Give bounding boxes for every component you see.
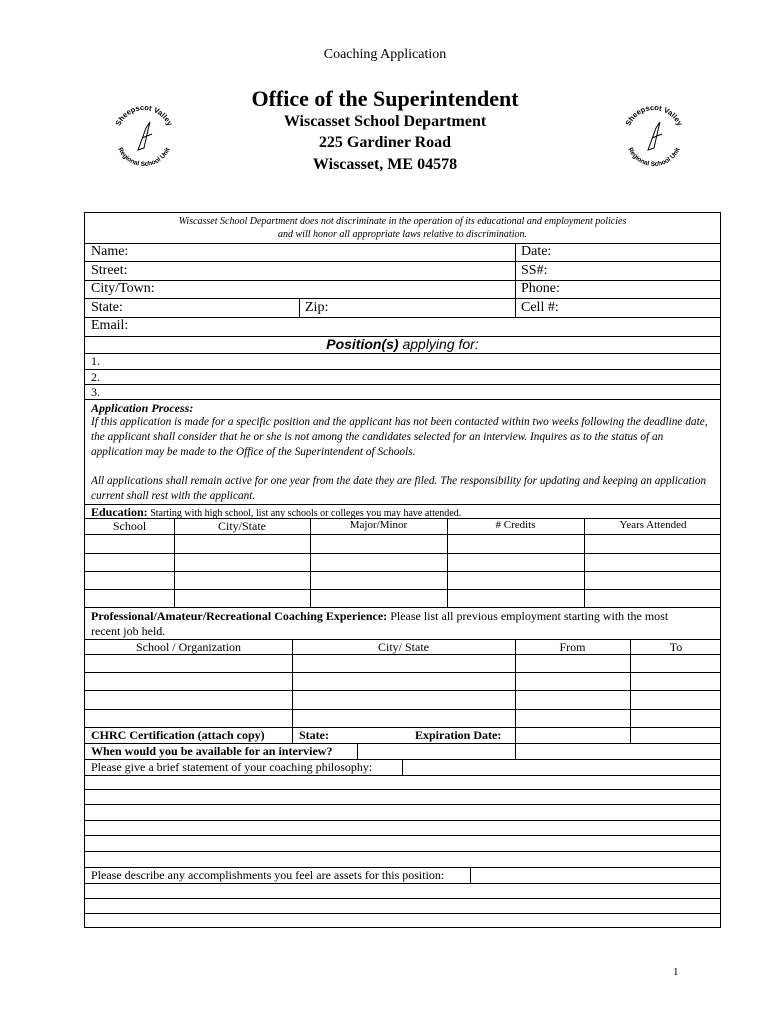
education-row[interactable]	[85, 534, 720, 535]
position-line-1[interactable]: 1.	[91, 354, 100, 368]
city-address: Wiscasset, ME 04578	[312, 156, 458, 173]
svg-text:Regional School Unit: Regional School Unit	[116, 146, 172, 169]
svg-text:Sheepscot Valley: Sheepscot Valley	[113, 102, 175, 128]
accomplishments-line[interactable]	[85, 898, 720, 899]
philosophy-prompt: Please give a brief statement of your coaching philosophy:	[91, 760, 373, 774]
street-address: 225 Gardiner Road	[318, 134, 452, 151]
chrc-certification-label: CHRC Certification (attach copy)	[91, 728, 265, 742]
left-district-seal-icon	[108, 100, 180, 172]
education-label: Education:	[91, 505, 148, 519]
education-col-city-state: City/State	[218, 519, 266, 533]
application-process-paragraph-2: All applications shall remain active for one year from the date they are filed. The responsibility for updating and keeping an application current shall rest with the applicant.	[91, 475, 707, 502]
positions-heading	[85, 336, 720, 352]
application-form	[84, 212, 721, 928]
page-number: 1	[673, 966, 679, 978]
street-field[interactable]: Street:	[91, 263, 128, 278]
ssn-field[interactable]: SS#:	[521, 263, 548, 278]
education-row[interactable]	[85, 553, 720, 554]
cell-field[interactable]: Cell #:	[521, 300, 559, 315]
application-process-paragraph-1: If this application is made for a specific position and the applicant has not been contacted within two weeks following the deadline date, the applicant shall consider that he or she is not among the candidates selected for an interview. Inquires as to the status of an application may be made to the Office of the Superintendent of Schools.	[91, 416, 708, 458]
education-col-school: School	[112, 519, 147, 533]
education-row[interactable]	[85, 589, 720, 590]
experience-row[interactable]	[85, 672, 720, 673]
page-title: Office of the Superintendent	[251, 86, 519, 111]
experience-row[interactable]	[85, 654, 720, 655]
nondiscrimination-notice-line1: Wiscasset School Department does not discriminate in the operation of its educational and employment policies	[178, 216, 627, 227]
accomplishments-prompt: Please describe any accomplishments you feel are assets for this position:	[91, 868, 445, 882]
philosophy-line[interactable]	[85, 789, 720, 790]
expiration-date-field[interactable]: Expiration Date:	[415, 728, 502, 742]
philosophy-line[interactable]	[85, 835, 720, 836]
experience-row[interactable]	[85, 709, 720, 710]
interview-availability-question: When would you be available for an interview?	[91, 744, 333, 758]
document-label: Coaching Application	[323, 47, 447, 62]
position-line-3[interactable]: 3.	[91, 385, 100, 399]
philosophy-line[interactable]	[85, 851, 720, 852]
positions-heading-bold: Position(s)	[326, 336, 399, 352]
experience-header	[91, 609, 668, 624]
education-row[interactable]	[85, 571, 720, 572]
interview-availability-input[interactable]	[357, 743, 516, 759]
svg-text:Regional School Unit: Regional School Unit	[626, 146, 682, 169]
application-process-heading: Application Process:	[91, 401, 194, 415]
svg-text:Sheepscot Valley: Sheepscot Valley	[623, 102, 685, 128]
experience-col-to: To	[669, 640, 683, 654]
education-col-major-minor: Major/Minor	[349, 519, 408, 531]
philosophy-line[interactable]	[85, 804, 720, 805]
experience-row[interactable]	[85, 690, 720, 691]
certification-state-field[interactable]: State:	[299, 728, 329, 742]
phone-field[interactable]: Phone:	[521, 281, 560, 296]
experience-instructions-line2: recent job held.	[91, 624, 166, 638]
department-name: Wiscasset School Department	[283, 113, 487, 130]
experience-col-city-state: City/ State	[378, 640, 429, 654]
position-line-2[interactable]: 2.	[91, 370, 100, 384]
email-field[interactable]: Email:	[91, 318, 129, 333]
name-field[interactable]: Name:	[91, 244, 129, 259]
experience-col-organization: School / Organization	[135, 640, 242, 654]
state-field[interactable]: State:	[91, 300, 123, 315]
experience-instructions-line1: Please list all previous employment starting with the most	[390, 609, 669, 623]
education-instructions: Starting with high school, list any schools or colleges you may have attended.	[150, 508, 462, 519]
right-district-seal-icon	[618, 100, 690, 172]
positions-heading-rest: applying for:	[398, 336, 479, 352]
philosophy-line[interactable]	[85, 820, 720, 821]
date-field[interactable]: Date:	[521, 244, 552, 259]
accomplishments-line[interactable]	[85, 913, 720, 914]
experience-col-from: From	[559, 640, 586, 654]
education-col-years: Years Attended	[619, 519, 687, 531]
city-town-field[interactable]: City/Town:	[91, 281, 155, 296]
education-col-credits: # Credits	[495, 519, 536, 531]
nondiscrimination-notice-line2: and will honor all appropriate laws relative to discrimination.	[278, 229, 527, 240]
zip-field[interactable]: Zip:	[305, 300, 329, 315]
experience-label: Professional/Amateur/Recreational Coaching Experience:	[91, 609, 388, 623]
